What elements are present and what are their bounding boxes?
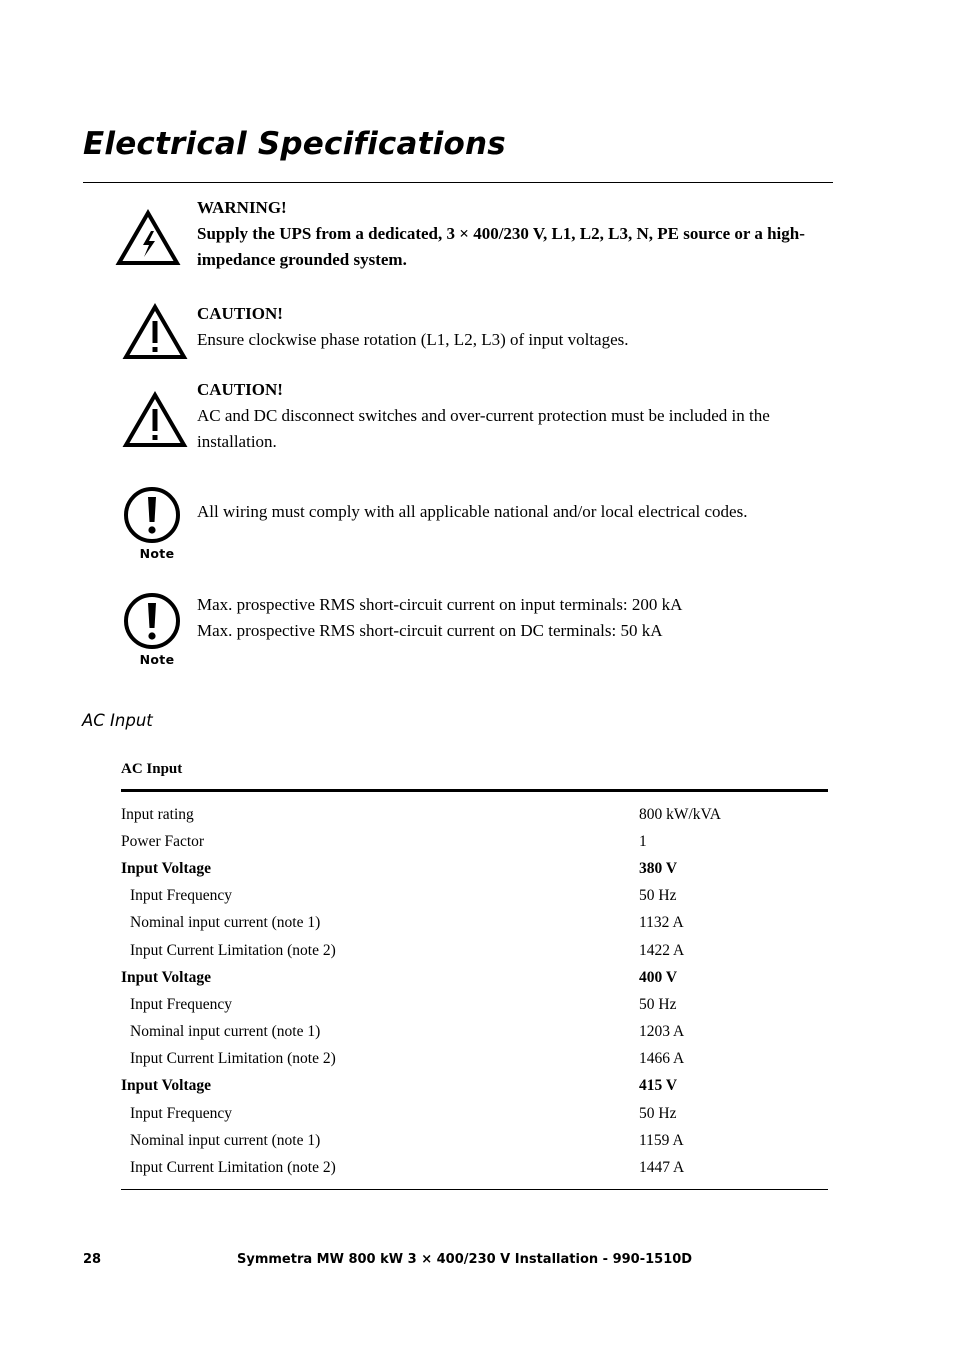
table-row <box>121 801 828 828</box>
row-value: 1203 A <box>639 1023 685 1041</box>
row-label: Nominal input current (note 1) <box>130 1131 321 1149</box>
row-label: Power Factor <box>121 832 205 850</box>
row-value: 1466 A <box>639 1050 685 1068</box>
warning-body: Supply the UPS from a dedicated, 3 × 400/230 V, L1, L2, L3, N, PE source or a high-impedance grounded system. <box>197 224 805 269</box>
caution-body: AC and DC disconnect switches and over-current protection must be included in the installation. <box>197 406 770 451</box>
caution-icon <box>122 391 197 454</box>
row-label: Nominal input current (note 1) <box>130 1023 321 1041</box>
row-label: Input Frequency <box>130 887 233 905</box>
table-row <box>121 1046 828 1073</box>
row-value: 1132 A <box>639 914 684 932</box>
row-label: Input Voltage <box>121 859 212 877</box>
note-body: All wiring must comply with all applicable national and/or local electrical codes. <box>197 502 748 521</box>
table-row <box>121 855 828 882</box>
title-divider <box>83 182 833 183</box>
table-bottom-rule <box>121 1189 828 1190</box>
row-value: 50 Hz <box>639 995 677 1013</box>
caution-body: Ensure clockwise phase rotation (L1, L2, L3) of input voltages. <box>197 330 629 349</box>
note-line-dc: Max. prospective RMS short-circuit current on DC terminals: 50 kA <box>197 621 663 640</box>
row-label: Input Frequency <box>130 995 233 1013</box>
row-value: 380 V <box>639 859 678 877</box>
table-row <box>121 1127 828 1154</box>
table-row <box>121 964 828 991</box>
row-value: 800 kW/kVA <box>639 805 721 823</box>
table-row <box>121 828 828 855</box>
section-heading: AC Input <box>82 711 153 730</box>
row-label: Input Voltage <box>121 968 212 986</box>
table-top-rule <box>121 789 828 792</box>
table-caption: AC Input <box>121 761 183 777</box>
note-line-input: Max. prospective RMS short-circuit current on input terminals: 200 kA <box>197 595 683 614</box>
row-label: Input Current Limitation (note 2) <box>130 1050 336 1068</box>
row-value: 415 V <box>639 1077 678 1095</box>
warning-heading: WARNING! <box>197 198 287 217</box>
row-value: 1 <box>639 832 647 850</box>
table-row <box>121 1073 828 1100</box>
electric-warning-icon <box>115 209 190 272</box>
caution-heading: CAUTION! <box>197 304 283 323</box>
table-row <box>121 1100 828 1127</box>
table-row <box>121 937 828 964</box>
row-label: Input rating <box>121 805 194 823</box>
row-label: Input Current Limitation (note 2) <box>130 1159 336 1177</box>
row-label: Nominal input current (note 1) <box>130 914 321 932</box>
table-row <box>121 991 828 1018</box>
page-title: Electrical Specifications <box>83 126 506 162</box>
row-value: 1447 A <box>639 1159 685 1177</box>
table-row <box>121 1154 828 1181</box>
table-row <box>121 910 828 937</box>
row-value: 1159 A <box>639 1131 684 1149</box>
note-label: Note <box>139 652 175 667</box>
note-icon <box>121 486 196 561</box>
note-label: Note <box>139 546 175 561</box>
note-icon <box>121 592 196 667</box>
caution-heading: CAUTION! <box>197 380 283 399</box>
row-value: 400 V <box>639 968 678 986</box>
row-label: Input Voltage <box>121 1077 212 1095</box>
row-value: 50 Hz <box>639 1104 677 1122</box>
row-label: Input Current Limitation (note 2) <box>130 941 336 959</box>
row-label: Input Frequency <box>130 1104 233 1122</box>
table-row <box>121 883 828 910</box>
spec-table <box>121 789 828 1190</box>
row-value: 50 Hz <box>639 887 677 905</box>
caution-icon <box>122 303 197 366</box>
table-row <box>121 1019 828 1046</box>
row-value: 1422 A <box>639 941 685 959</box>
footer-doc-title: Symmetra MW 800 kW 3 × 400/230 V Installation - 990-1510D <box>237 1252 693 1267</box>
page-number: 28 <box>83 1252 102 1267</box>
